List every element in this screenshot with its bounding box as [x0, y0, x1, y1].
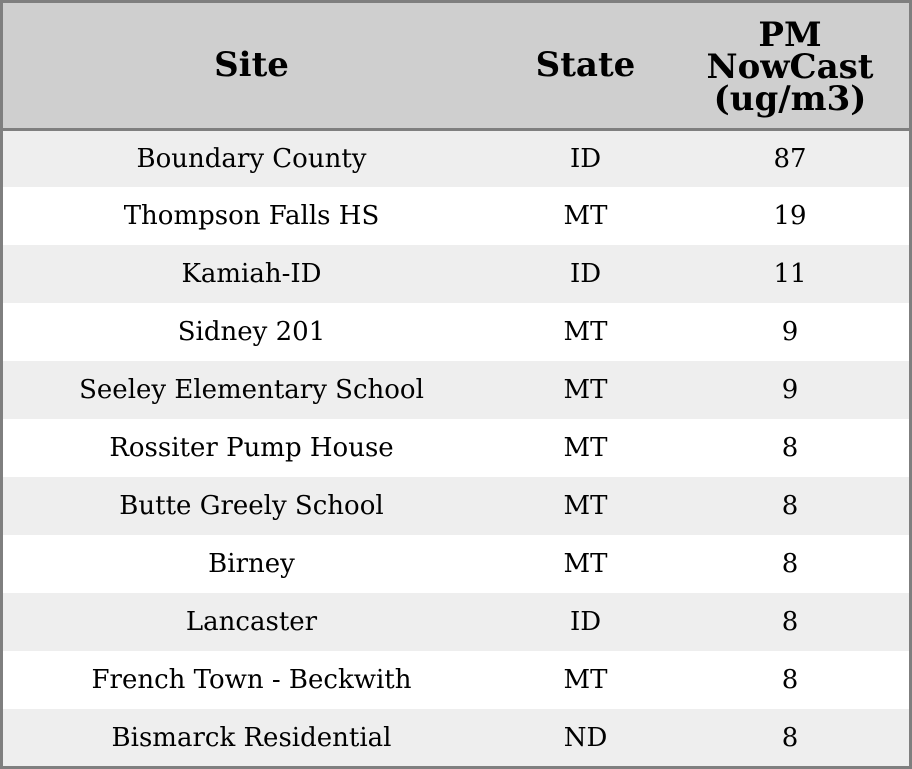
table-header [3, 3, 909, 129]
table-row [3, 535, 909, 593]
pm-nowcast-table [3, 3, 909, 767]
pm-value-cell: 8 [781, 433, 799, 463]
column-header-state: State [500, 3, 671, 129]
pm-value-cell: 9 [781, 317, 799, 347]
site-cell: Thompson Falls HS [123, 201, 380, 231]
state-cell: ID [569, 259, 602, 289]
site-cell: Rossiter Pump House [109, 433, 394, 463]
pm-value-cell: 8 [781, 665, 799, 695]
state-cell: MT [563, 491, 608, 521]
table-row [3, 245, 909, 303]
state-cell: MT [563, 317, 608, 347]
pm-value-cell: 8 [781, 723, 799, 753]
table-row [3, 593, 909, 651]
site-cell: Kamiah-ID [181, 259, 322, 289]
header-row [3, 3, 909, 129]
table-row [3, 477, 909, 535]
site-cell: Sidney 201 [177, 317, 326, 347]
site-cell: Lancaster [185, 607, 318, 637]
state-cell: ND [563, 723, 608, 753]
table-row [3, 361, 909, 419]
site-cell: Bismarck Residential [111, 723, 392, 753]
site-cell: Seeley Elementary School [79, 375, 424, 405]
pm-value-cell: 11 [773, 259, 807, 289]
table-row [3, 129, 909, 187]
state-cell: MT [563, 375, 608, 405]
state-cell: MT [563, 201, 608, 231]
table-row [3, 187, 909, 245]
state-cell: ID [569, 607, 602, 637]
table-body [3, 129, 909, 767]
table-row [3, 303, 909, 361]
site-cell: Butte Greely School [119, 491, 384, 521]
site-cell: Birney [208, 549, 295, 579]
state-cell: MT [563, 433, 608, 463]
pm-value-cell: 87 [773, 143, 807, 174]
column-header-site: Site [3, 3, 500, 129]
column-header-pm-nowcast: PM NowCast (ug/m3) [671, 3, 909, 129]
table-row [3, 651, 909, 709]
pm-value-cell: 19 [773, 201, 807, 231]
table-row [3, 709, 909, 767]
state-cell: MT [563, 549, 608, 579]
pm-value-cell: 8 [781, 549, 799, 579]
table-row [3, 419, 909, 477]
state-cell: MT [563, 665, 608, 695]
pm-value-cell: 9 [781, 375, 799, 405]
site-cell: French Town - Beckwith [91, 665, 412, 695]
pm-value-cell: 8 [781, 491, 799, 521]
state-cell: ID [569, 143, 602, 174]
site-cell: Boundary County [136, 143, 367, 174]
pm-value-cell: 8 [781, 607, 799, 637]
